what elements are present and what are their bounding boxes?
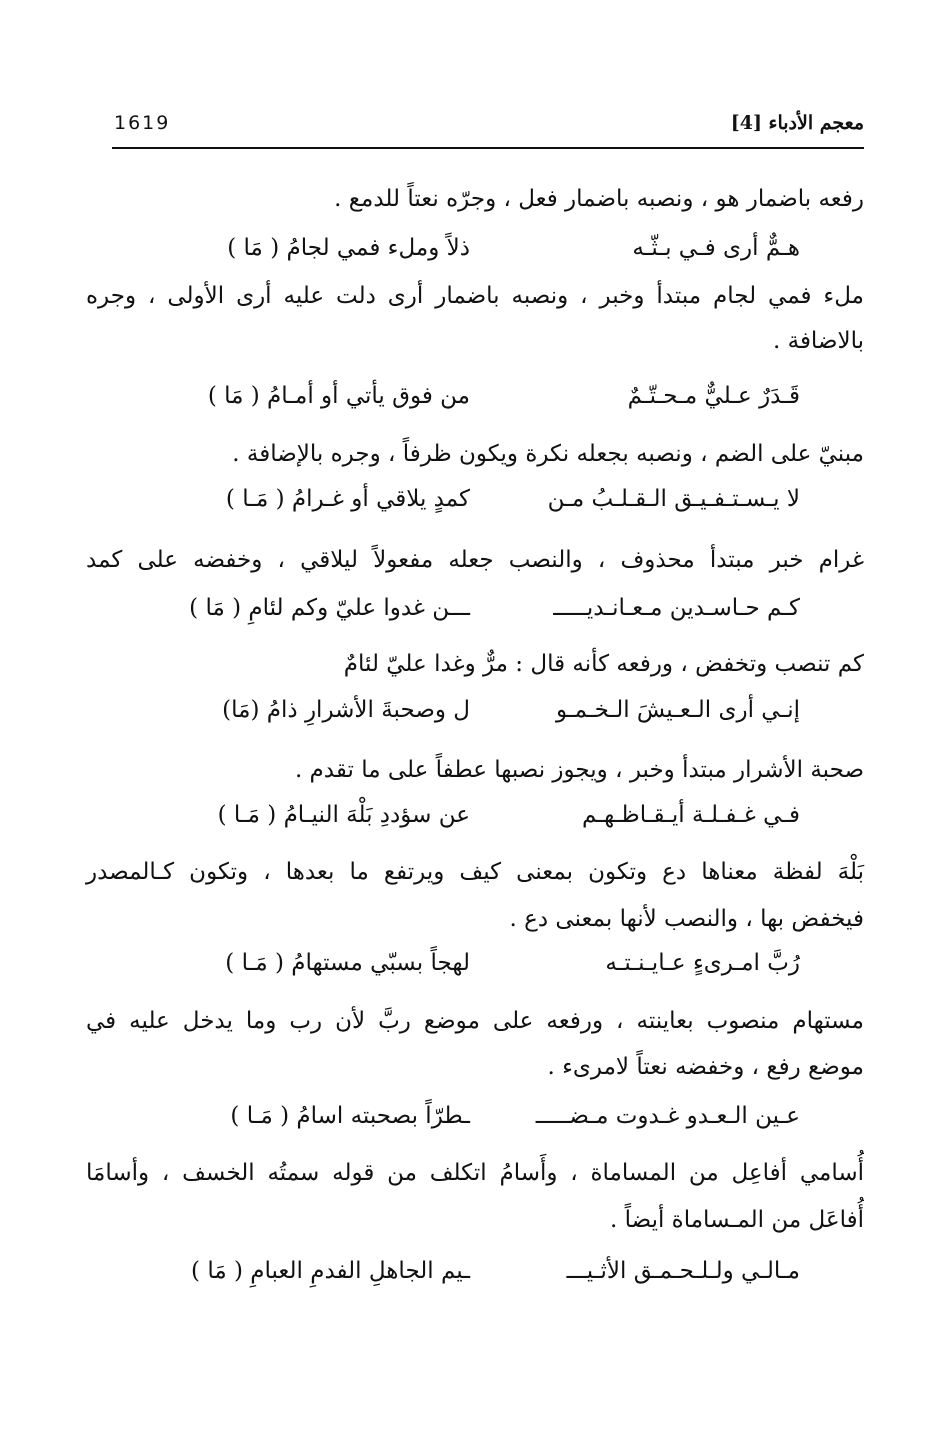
verse-first-hemistich: مـالـي ولـلـحـمـق الأثـيـــ [566, 1258, 800, 1284]
prose-line: مستهام منصوب بعاينته ، ورفعه على موضع ربَّ لأن رب وما يدخل عليه في [86, 1008, 864, 1034]
verse-second-hemistich: عن سؤددِ بَلْهَ النيـامُ ( مَـا ) [217, 802, 470, 828]
running-title: معجم الأدباء [4] [730, 112, 864, 134]
prose-line: صحبة الأشرار مبتدأ وخبر ، ويجوز نصبها عطفاً على ما تقدم . [294, 757, 864, 783]
verse-second-hemistich: ـيم الجاهلِ الفدمِ العبامِ ( مَا ) [191, 1258, 470, 1284]
verse-second-hemistich: ـــن غدوا عليّ وكم لئامِ ( مَا ) [189, 595, 470, 621]
prose-line: بَلْهَ لفظة معناها دع وتكون بمعنى كيف ويرتفع ما بعدها ، وتكون كـالمصدر [86, 859, 864, 885]
verse-first-hemistich: عـين الـعـدو غـدوت مـضـــــ [535, 1103, 800, 1129]
verse-first-hemistich: فـي غـفـلـة أيـقـاظـهـم [582, 802, 800, 828]
page-number: 1619 [114, 112, 171, 134]
prose-line: كم تنصب وتخفض ، ورفعه كأنه قال : مرٌّ وغدا عليّ لئامٌ [343, 651, 864, 677]
prose-line: أُفاعَل من المـساماة أيضاً . [610, 1207, 864, 1233]
prose-line: بالاضافة . [772, 328, 864, 354]
verse-first-hemistich: إنـي أرى الـعـيشَ الـخـمـو [555, 697, 800, 723]
verse-first-hemistich: رُبَّ امـرىءٍ عـايـنـتـه [605, 950, 800, 976]
verse-second-hemistich: كمدٍ يلاقي أو غـرامُ ( مَـا ) [225, 486, 470, 512]
verse-first-hemistich: هـمٌّ أرى فـي بـثّـه [632, 235, 800, 261]
prose-line: فيخفض بها ، والنصب لأنها بمعنى دع . [509, 906, 864, 932]
prose-line: أُسامي أفاعِل من المساماة ، وأَسامُ اتكلف من قوله سمتُه الخسف ، وأسامَا [86, 1160, 864, 1186]
page-body [86, 0, 864, 1435]
prose-line: موضع رفع ، وخفضه نعتاً لامرىء . [547, 1054, 864, 1080]
verse-first-hemistich: لا يـسـتـفـيـق الـقـلـبُ مـن [547, 486, 800, 512]
verse-first-hemistich: قَـدَرٌ عـليٌّ مـحـتّـمٌ [627, 383, 800, 409]
verse-second-hemistich: من فوق يأتي أو أمـامُ ( مَا ) [207, 383, 470, 409]
verse-second-hemistich: ذلاً وملء فمي لجامُ ( مَا ) [227, 235, 470, 261]
verse-first-hemistich: كـم حـاسـدين مـعـانـديـــــ [553, 595, 800, 621]
prose-line: رفعه باضمار هو ، ونصبه باضمار فعل ، وجرّه نعتاً للدمع . [334, 186, 864, 212]
prose-line: مبنيّ على الضم ، ونصبه بجعله نكرة ويكون ظرفاً ، وجره بالإضافة . [232, 441, 864, 467]
prose-line: ملء فمي لجام مبتدأ وخبر ، ونصبه باضمار أرى دلت عليه أرى الأولى ، وجره [86, 283, 864, 309]
verse-second-hemistich: ل وصحبةَ الأشرارِ ذامُ (مَا) [222, 697, 470, 723]
verse-second-hemistich: لهجاً بسبّي مستهامُ ( مَـا ) [225, 950, 470, 976]
verse-second-hemistich: ـطرّاً بصحبته اسامُ ( مَـا ) [230, 1103, 470, 1129]
prose-line: غرام خبر مبتدأ محذوف ، والنصب جعله مفعولاً ليلاقي ، وخفضه على كمد [86, 547, 864, 573]
